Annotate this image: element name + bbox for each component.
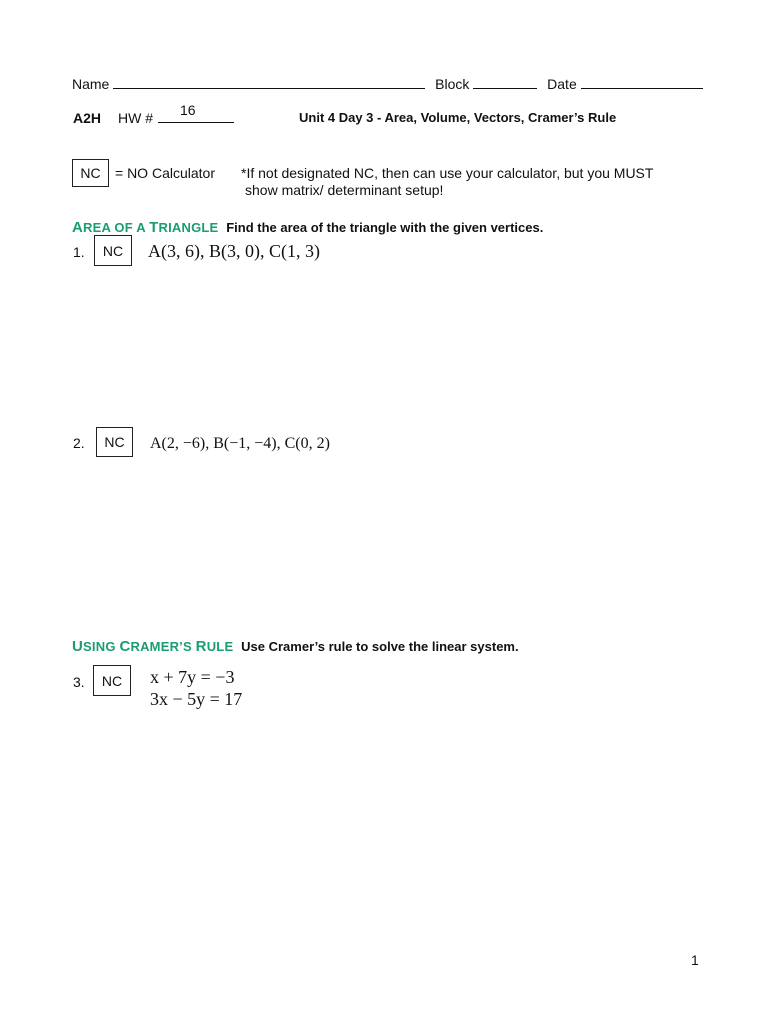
page-title: Unit 4 Day 3 - Area, Volume, Vectors, Cramer’s Rule (299, 110, 617, 125)
problem-2-nc-box: NC (96, 427, 133, 457)
name-row (72, 76, 703, 92)
nc-legend-box: NC (72, 159, 109, 187)
course-label: A2H (73, 110, 102, 126)
problem-3-number: 3. (73, 674, 85, 690)
problem-2-vertices: A(2, −6), B(−1, −4), C(0, 2) (150, 435, 330, 452)
problem-1-nc-box: NC (94, 235, 132, 266)
problem-1-vertices: A(3, 6), B(3, 0), C(1, 3) (148, 241, 320, 261)
problem-1-number: 1. (73, 244, 85, 260)
problem-3-equation-1: x + 7y = −3 (150, 667, 235, 687)
problem-3-equation-2: 3x − 5y = 17 (150, 689, 243, 709)
hw-label: HW # (118, 110, 153, 126)
block-label: Block (435, 76, 470, 92)
name-label: Name (72, 76, 110, 92)
hw-number: 16 (180, 102, 196, 118)
section-cramer-heading: USING CRAMER’S RULE Use Cramer’s rule to solve the linear system. (72, 638, 519, 655)
section-area-instruction: Find the area of the triangle with the given vertices. (226, 220, 544, 235)
nc-legend-meaning: = NO Calculator (115, 165, 215, 181)
section-cramer-instruction: Use Cramer’s rule to solve the linear system. (241, 639, 519, 654)
page-number: 1 (691, 952, 699, 968)
hw-blank[interactable] (158, 122, 234, 123)
date-label: Date (547, 76, 577, 92)
problem-2-number: 2. (73, 435, 85, 451)
name-blank[interactable] (113, 77, 425, 89)
calculator-note-line2: show matrix/ determinant setup! (245, 182, 444, 198)
calculator-note-line1: *If not designated NC, then can use your calculator, but you MUST (241, 165, 654, 181)
block-blank[interactable] (473, 77, 537, 89)
date-blank[interactable] (581, 77, 703, 89)
section-area-heading: AREA OF A TRIANGLE Find the area of the triangle with the given vertices. (72, 219, 544, 236)
problem-3-nc-box: NC (93, 665, 131, 696)
